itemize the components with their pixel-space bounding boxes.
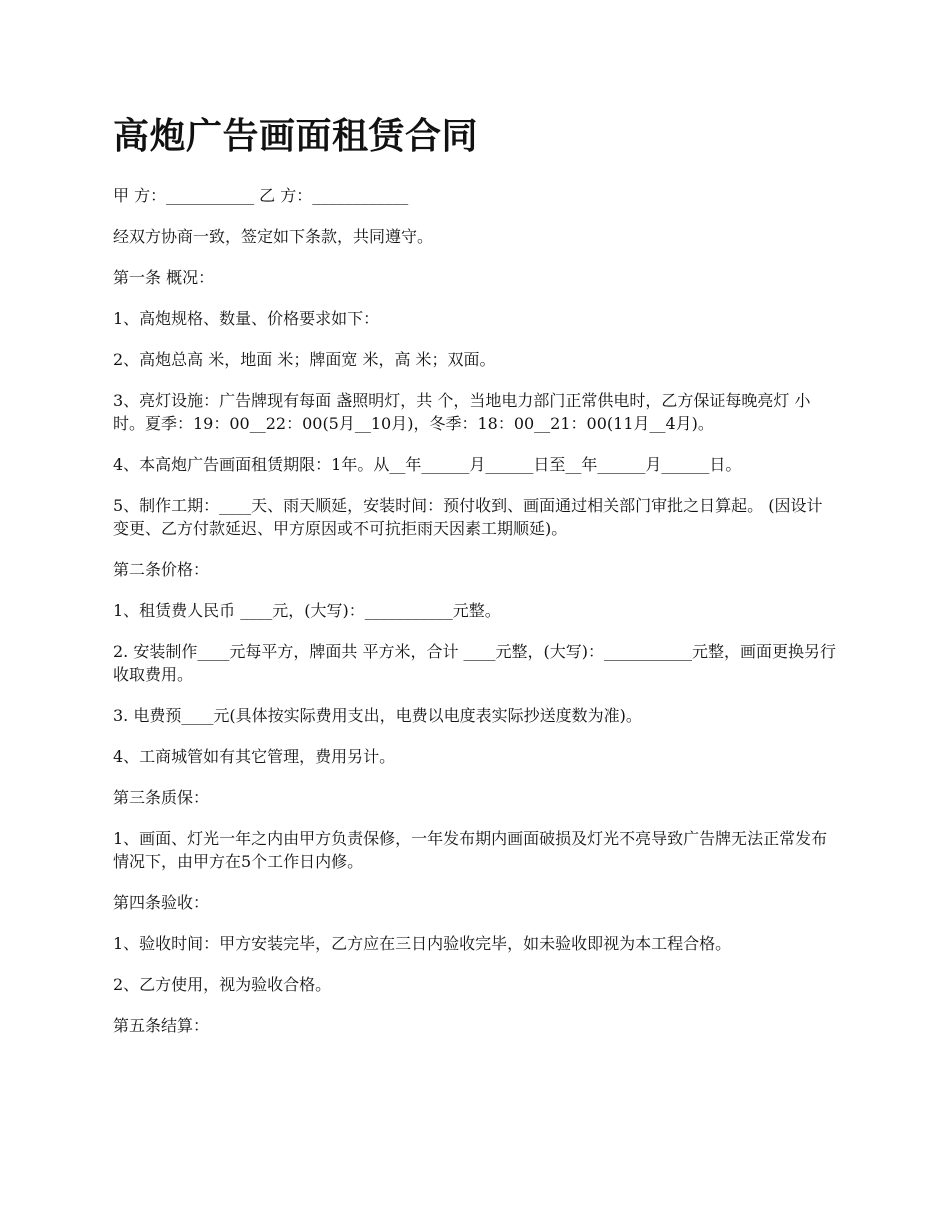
article-1-item-3: 3、亮灯设施：广告牌现有每面 盏照明灯，共 个，当地电力部门正常供电时，乙方保证每晚亮灯 小时。夏季：19：00__22：00(5月__10月)，冬季：18：00__21：00(11月__4月)。 [113, 391, 811, 433]
article-1-item-4: 4、本高炮广告画面租赁期限：1年。从__年______月______日至__年______月______日。 [113, 455, 742, 474]
document-title: 高炮广告画面租赁合同 [113, 115, 479, 157]
article-1-item-5: 5、制作工期：____天、雨天顺延，安装时间：预付收到、画面通过相关部门审批之日算起。 (因设计变更、乙方付款延迟、甲方原因或不可抗拒雨天因素工期顺延)。 [113, 496, 823, 538]
article-2-item-2: 2. 安装制作____元每平方，牌面共 平方米，合计 ____元整，(大写)：___________元整，画面更换另行收取费用。 [113, 642, 837, 684]
article-2-item-1: 1、租赁费人民币 ____元，(大写)：___________元整。 [113, 601, 501, 620]
article-2-item-3: 3. 电费预____元(具体按实际费用支出，电费以电度表实际抄送度数为准)。 [113, 706, 642, 725]
preamble: 经双方协商一致，签定如下条款，共同遵守。 [113, 227, 434, 246]
article-4-item-1: 1、验收时间：甲方安装完毕，乙方应在三日内验收完毕，如未验收即视为本工程合格。 [113, 934, 732, 953]
article-1-item-2: 2、高炮总高 米，地面 米；牌面宽 米，高 米；双面。 [113, 350, 496, 369]
article-2-item-4: 4、工商城管如有其它管理，费用另计。 [113, 747, 396, 766]
article-1-heading: 第一条 概况： [113, 268, 215, 287]
article-5-heading: 第五条结算： [113, 1016, 210, 1035]
article-4-heading: 第四条验收： [113, 893, 210, 912]
article-1-item-1: 1、高炮规格、数量、价格要求如下： [113, 309, 380, 328]
party-line: 甲 方：___________ 乙 方：____________ [113, 186, 409, 205]
article-3-heading: 第三条质保： [113, 788, 210, 807]
article-2-heading: 第二条价格： [113, 560, 210, 579]
article-3-item-1: 1、画面、灯光一年之内由甲方负责保修，一年发布期内画面破损及灯光不亮导致广告牌无法正常发布情况下，由甲方在5个工作日内修。 [113, 829, 828, 871]
article-4-item-2: 2、乙方使用，视为验收合格。 [113, 975, 332, 994]
document-page [113, 110, 837, 1055]
